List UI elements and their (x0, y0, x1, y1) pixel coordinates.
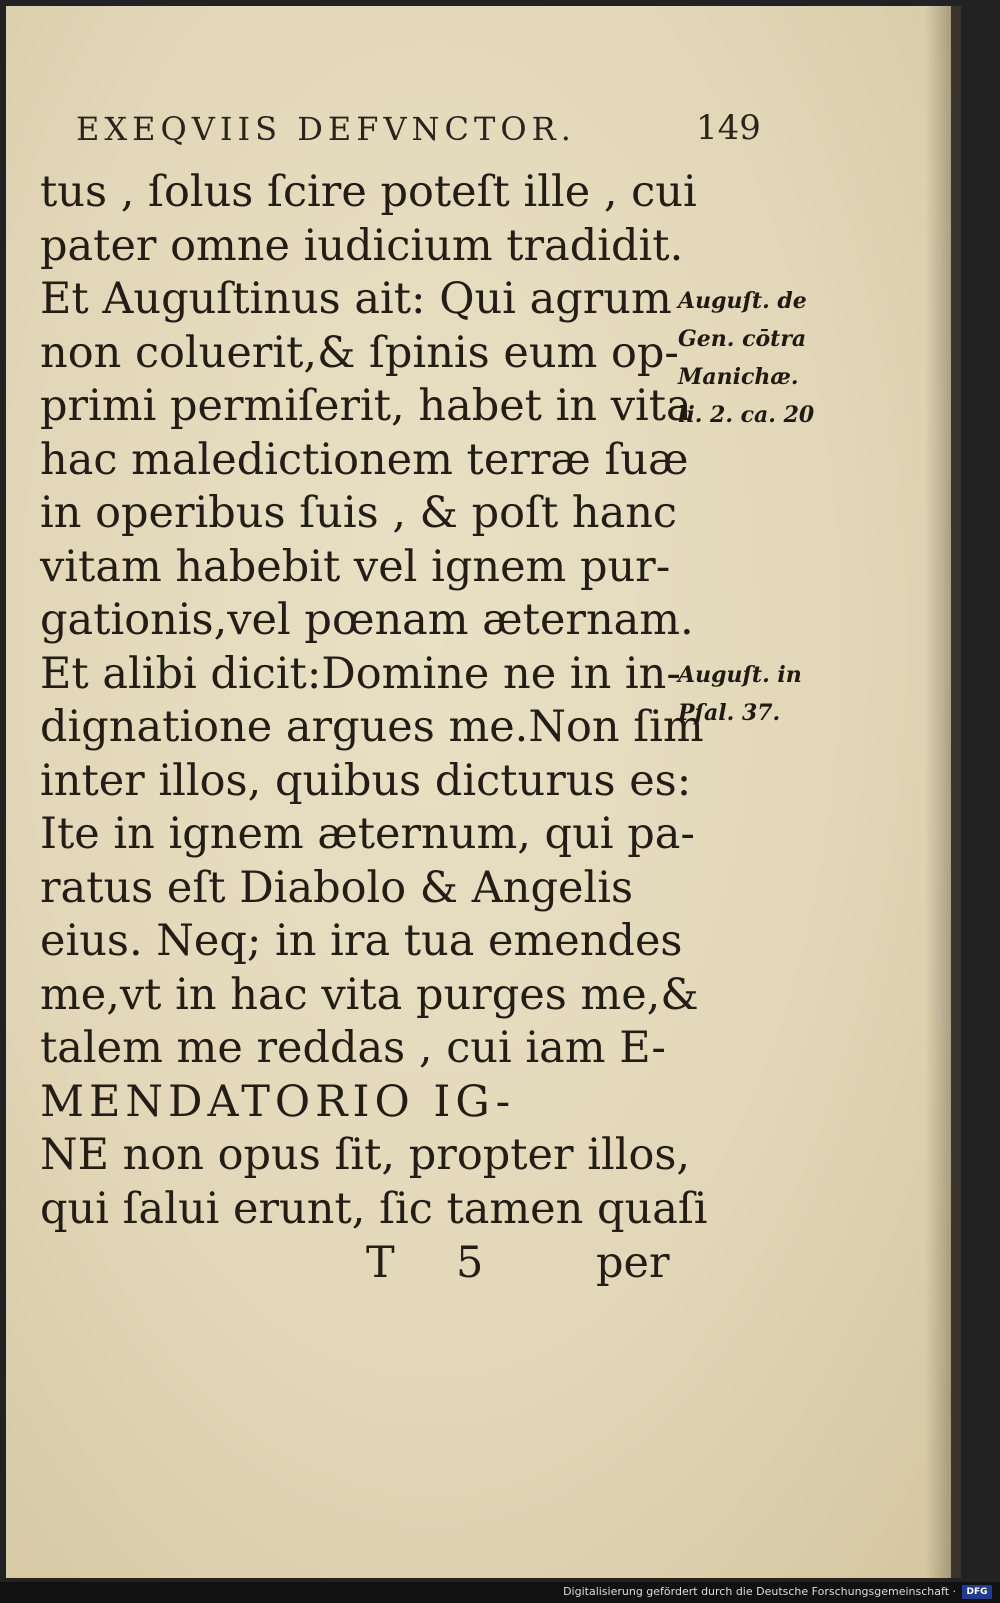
catchline (366, 1238, 696, 1288)
text-line: hac maledictionem terræ ſuæ (40, 434, 689, 485)
catchword: per (596, 1238, 670, 1288)
page-number: 149 (696, 108, 761, 148)
margin-note-line: Gen. cōtra (678, 326, 807, 352)
text-line: me,vt in hac vita purges me,& (40, 969, 699, 1020)
text-line: pater omne iudicium tradidit. (40, 220, 684, 271)
margin-note-line: Manichæ. (678, 364, 799, 390)
text-line: inter illos, quibus dicturus es: (40, 755, 692, 806)
text-line: tus , ſolus ſcire poteſt ille , cui (40, 167, 697, 217)
footer-bar (0, 1582, 1000, 1603)
margin-note-line: Auguſt. de (678, 288, 807, 314)
text-line: in operibus ſuis , & poſt hanc (40, 488, 678, 538)
text-line: non coluerit,& ſpinis eum op- (40, 327, 679, 378)
text-line: NE non opus ſit, propter illos, (40, 1130, 691, 1180)
text-line: qui ſalui erunt, ſic tamen quaſi (40, 1183, 708, 1234)
book-page (6, 6, 961, 1578)
margin-note-augustine-genesis (678, 282, 848, 434)
margin-note-line: Auguſt. in (678, 662, 802, 688)
digitization-credit: Digitalisierung gefördert durch die Deutsche Forschungsgemeinschaft · (563, 1585, 956, 1598)
text-line: MENDATORIO IG- (40, 1076, 516, 1127)
page-header (76, 110, 776, 160)
text-line: vitam habebit vel ignem pur- (40, 541, 671, 592)
text-line: Et Auguſtinus ait: Qui agrum (40, 274, 672, 324)
text-line: talem me reddas , cui iam E- (40, 1023, 666, 1073)
page-edge-shadow (925, 6, 951, 1578)
running-head: EXEQVIIS DEFVNCTOR. (76, 110, 576, 148)
signature-mark: T (366, 1238, 395, 1288)
text-line: primi permiſerit, habet in vita (40, 381, 692, 431)
dfg-logo: DFG (962, 1585, 992, 1599)
text-line: ratus eſt Diabolo & Angelis (40, 862, 634, 913)
margin-note-line: li. 2. ca. 20 (678, 402, 815, 428)
signature-number: 5 (456, 1238, 484, 1288)
margin-note-augustine-psalm (678, 656, 848, 732)
text-line: Ite in ignem æternum, qui pa- (40, 809, 695, 859)
text-line: dignatione argues me.Non ſim (40, 702, 704, 752)
text-line: eius. Neq; in ira tua emendes (40, 916, 683, 966)
margin-note-line: Pſal. 37. (678, 700, 781, 726)
main-text-block (40, 166, 708, 1236)
text-line: Et alibi dicit:Domine ne in in- (40, 648, 681, 699)
text-line: gationis,vel pœnam æternam. (40, 595, 694, 645)
